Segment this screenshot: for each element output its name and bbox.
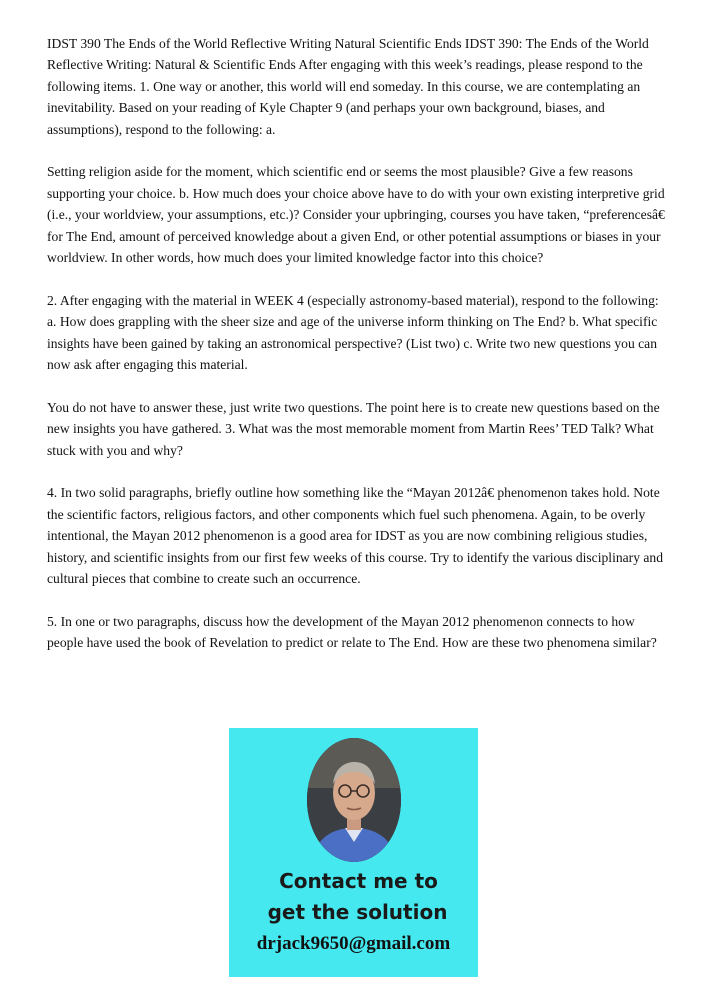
paragraph-item-5: 5. In one or two paragraphs, discuss how the development of the Mayan 2012 phenomenon connects to how people have used the book of Revelation to predict or relate to The End. How are these two phenomena similar? <box>47 613 657 651</box>
avatar <box>307 738 401 862</box>
contact-email[interactable]: drjack9650@gmail.com <box>256 933 451 954</box>
advert-heading-line-2: get the solution <box>267 900 448 924</box>
paragraph-item-1: Setting religion aside for the moment, which scientific end or seems the most plausible? Give a few reasons supporting your choice. b. How much does your choice above have to do with your own existing interpretive grid (i.e., your worldview, your assumptions, etc.)? Consider your upbringing, courses you have taken, “preferencesâ€ for The End, amount of perceived knowledge about a given End, or other potential assumptions or biases in your worldview. In other words, how much does your limited knowledge factor into this choice? <box>47 164 665 266</box>
contact-advert[interactable] <box>229 728 478 977</box>
paragraph-intro: IDST 390 The Ends of the World Reflective Writing Natural Scientific Ends IDST 390: The Ends of the World Reflective Writing: Natural & Scientific Ends After engaging with this week’s readings, please respond to the following items. 1. One way or another, this world will end someday. In this course, we are contemplating an inevitability. Based on your reading of Kyle Chapter 9 (and perhaps your own background, biases, and assumptions), respond to the following: a. <box>47 36 649 137</box>
paragraph-item-4: 4. In two solid paragraphs, briefly outline how something like the “Mayan 2012â€ phenomenon takes hold. Note the scientific factors, religious factors, and other components which fuel such phenomena. Again, to be overly intentional, the Mayan 2012 phenomenon is a good area for IDST as you are now combining religious studies, history, and scientific insights from our first few weeks of this course. Try to identify the various disciplinary and cultural pieces that combine to create such an occurrence. <box>47 485 664 587</box>
paragraph-item-3: You do not have to answer these, just write two questions. The point here is to create new questions based on the new insights you have gathered. 3. What was the most memorable moment from Martin Rees’ TED Talk? What stuck with you and why? <box>47 399 660 458</box>
advert-heading-line-1: Contact me to <box>279 869 438 893</box>
paragraph-item-2: 2. After engaging with the material in WEEK 4 (especially astronomy-based material), respond to the following: a. How does grappling with the sheer size and age of the universe inform thinking on The End? b. What specific insights have been gained by taking an astronomical perspective? (List two) c. Write two new questions you can now ask after engaging this material. <box>47 292 659 373</box>
portrait-photo-icon <box>307 738 401 862</box>
document-body <box>47 33 669 675</box>
